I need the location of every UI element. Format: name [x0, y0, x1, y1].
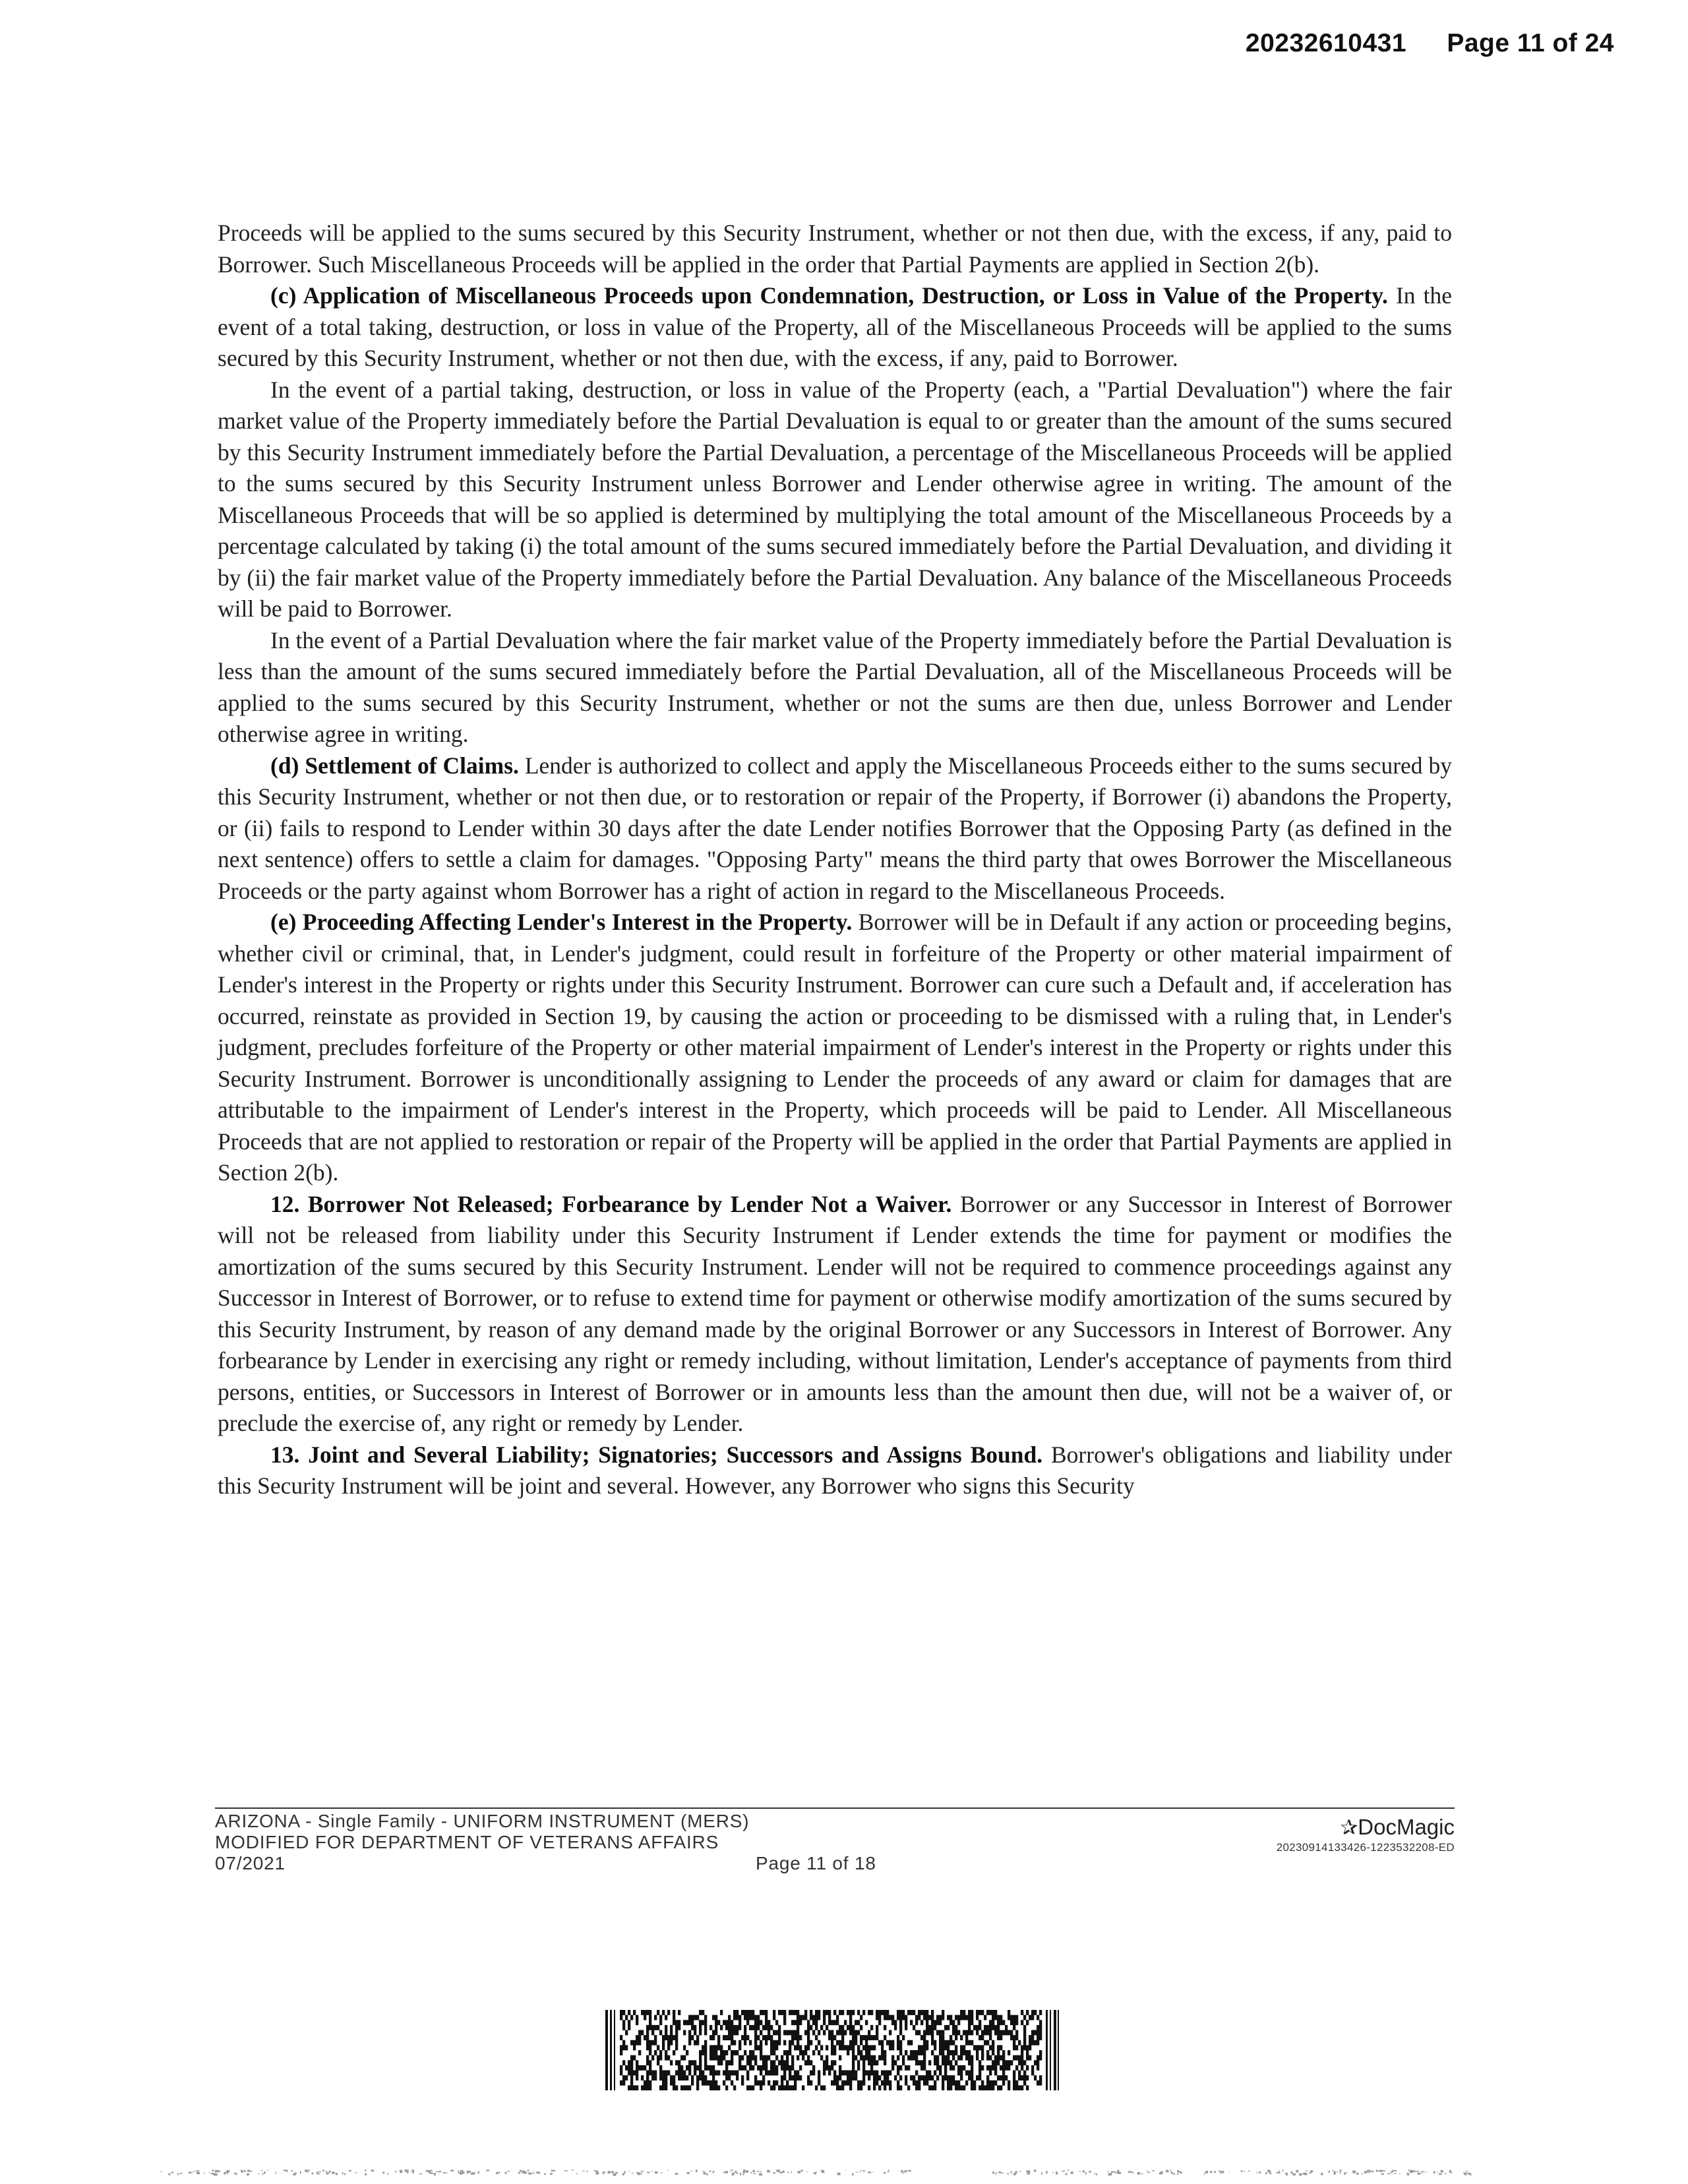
paragraph-1: Proceeds will be applied to the sums secured by this Security Instrument, whether or not then due, with the excess, if any, paid to Borrower. Such Miscellaneous Proceeds will be applied in the order that Partial Payments are applied in Section 2(b). [218, 220, 1452, 278]
heading-12: 12. Borrower Not Released; Forbearance by Lender Not a Waiver. [270, 1190, 952, 1217]
paragraph-c: (c) Application of Miscellaneous Proceeds upon Condemnation, Destruction, or Loss in Value of the Property. In the event of a total taking, destruction, or loss in value of the Property, all of the Miscellaneous Proceeds will be applied to the sums secured by this Security Instrument, whether or not then due, with the excess, if any, paid to Borrower. [218, 282, 1452, 371]
brand-name: DocMagic [1358, 1815, 1455, 1839]
footer-form-title: ARIZONA - Single Family - UNIFORM INSTRUMENT (MERS) [215, 1811, 750, 1831]
footer-divider [215, 1807, 1455, 1809]
paragraph-12: 12. Borrower Not Released; Forbearance by Lender Not a Waiver. Borrower or any Successor in Interest of Borrower will not be released from liability under this Security Instrument if Lender extends the time for payment or modifies the amortization of the sums secured by this Security Instrument. Lender will not be required to commence proceedings against any Successor in Interest of Borrower, or to refuse to extend time for payment or otherwise modify amortization of the sums secured by this Security Instrument, by reason of any demand made by the original Borrower or any Successors in Interest of Borrower. Any forbearance by Lender in exercising any right or remedy including, without limitation, Lender's acceptance of payments from third persons, entities, or Successors in Interest of Borrower or in amounts less than the amount then due, will not be a waiver of, or preclude the exercise of, any right or remedy by Lender. [218, 1190, 1452, 1436]
star-icon: ✰ [1340, 1815, 1358, 1839]
scan-noise-strip [158, 2169, 1477, 2176]
paragraph-partial-devaluation-less: In the event of a Partial Devaluation where the fair market value of the Property immediately before the Partial Devaluation is less than the amount of the sums secured immediately before the Partial Devaluation, all of the Miscellaneous Proceeds will be applied to the sums secured by this Security Instrument, whether or not the sums are then due, unless Borrower and Lender otherwise agree in writing. [218, 626, 1452, 747]
footer-form-date: 07/2021 [215, 1853, 286, 1873]
heading-e: (e) Proceeding Affecting Lender's Interest in the Property. [270, 909, 853, 935]
form-footer [215, 1811, 1455, 1874]
paragraph-d: (d) Settlement of Claims. Lender is authorized to collect and apply the Miscellaneous Proceeds either to the sums secured by this Security Instrument, whether or not then due, or to restoration or repair of the Property, if Borrower (i) abandons the Property, or (ii) fails to respond to Lender within 30 days after the date Lender notifies Borrower that the Opposing Party (as defined in the next sentence) offers to settle a claim for damages. "Opposing Party" means the third party that owes Borrower the Miscellaneous Proceeds or the party against whom Borrower has a right of action in regard to the Miscellaneous Proceeds. [218, 752, 1452, 904]
barcode-image [605, 2010, 1060, 2090]
heading-13: 13. Joint and Several Liability; Signatories; Successors and Assigns Bound. [270, 1441, 1043, 1468]
paragraph-e: (e) Proceeding Affecting Lender's Interest in the Property. Borrower will be in Default if any action or proceeding begins, whether civil or criminal, that, in Lender's judgment, could result in forfeiture of the Property or other material impairment of Lender's interest in the Property or rights under this Security Instrument. Borrower can cure such a Default and, if acceleration has occurred, reinstate as provided in Section 19, by causing the action or proceeding to be dismissed with a ruling that, in Lender's judgment, precludes forfeiture of the Property or other material impairment of Lender's interest in the Property or rights under this Security Instrument. Borrower is unconditionally assigning to Lender the proceeds of any award or claim for damages that are attributable to the impairment of Lender's interest in the Property, which proceeds will be paid to Lender. All Miscellaneous Proceeds that are not applied to restoration or repair of the Property will be applied in the order that Partial Payments are applied in Section 2(b). [218, 909, 1452, 1186]
paragraph-partial-devaluation: In the event of a partial taking, destruction, or loss in value of the Property (each, a "Partial Devaluation") where the fair market value of the Property immediately before the Partial Devaluation is equal to or greater than the amount of the sums secured by this Security Instrument immediately before the Partial Devaluation, a percentage of the Miscellaneous Proceeds will be applied to the sums secured by this Security Instrument unless Borrower and Lender otherwise agree in writing. The amount of the Miscellaneous Proceeds that will be so applied is determined by multiplying the total amount of the Miscellaneous Proceeds by a percentage calculated by taking (i) the total amount of the sums secured immediately before the Partial Devaluation, and dividing it by (ii) the fair market value of the Property immediately before the Partial Devaluation. Any balance of the Miscellaneous Proceeds will be paid to Borrower. [218, 376, 1452, 622]
heading-c: (c) Application of Miscellaneous Proceeds upon Condemnation, Destruction, or Loss in Value of the Property. [270, 282, 1388, 309]
heading-d: (d) Settlement of Claims. [270, 752, 519, 779]
document-body [218, 218, 1452, 1502]
page-count-label: Page 11 of 24 [1447, 29, 1614, 57]
docmagic-brand [1277, 1815, 1455, 1854]
footer-form-subtitle: MODIFIED FOR DEPARTMENT OF VETERANS AFFAIRS [215, 1832, 719, 1852]
page-header [1246, 29, 1614, 58]
footer-page-number: Page 11 of 18 [756, 1853, 876, 1873]
brand-code: 20230914133426-1223532208-ED [1276, 1841, 1455, 1854]
document-number: 20232610431 [1245, 29, 1407, 57]
paragraph-13: 13. Joint and Several Liability; Signatories; Successors and Assigns Bound. Borrower's obligations and liability under this Security Instrument will be joint and several. However, any Borrower who signs this Security [218, 1441, 1452, 1499]
